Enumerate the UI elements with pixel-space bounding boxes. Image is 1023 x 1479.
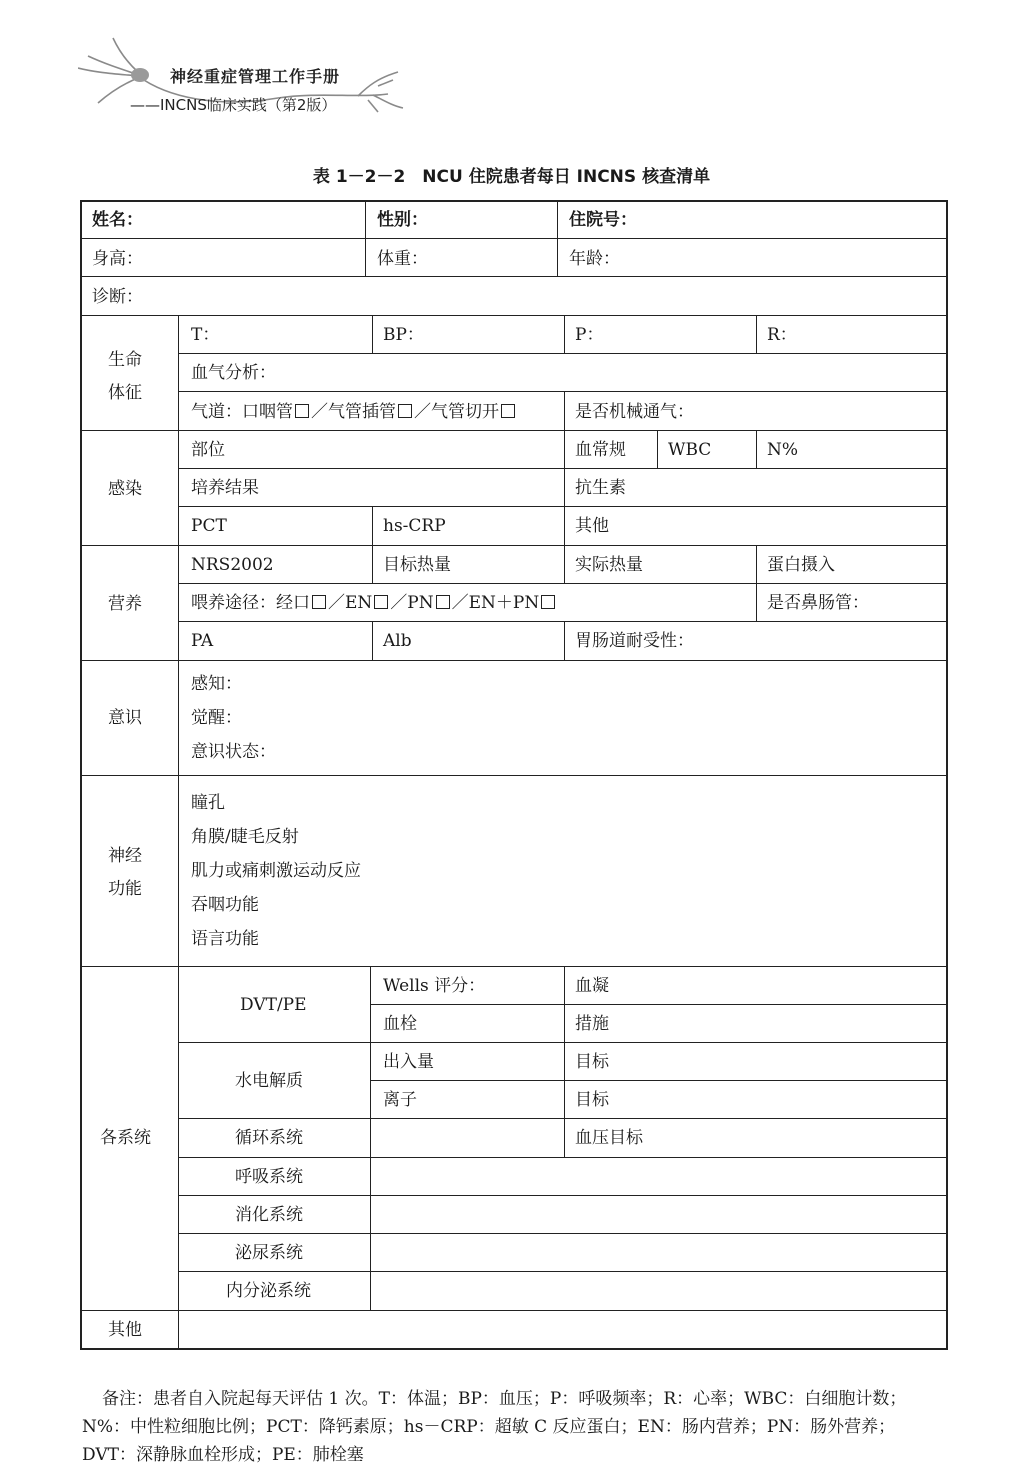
coagulation-label: 血凝: [575, 976, 609, 996]
ions-label: 离子: [383, 1090, 417, 1110]
other-label: 其他: [108, 1320, 142, 1340]
checkbox-pn[interactable]: [436, 595, 450, 609]
culture-label: 培养结果: [191, 478, 259, 498]
bp-label: BP：: [383, 325, 424, 345]
book-subtitle: ——INCNS临床实践（第2版）: [130, 96, 337, 114]
consciousness-state-label: 意识状态：: [191, 742, 276, 762]
airway-tr-label: ／气管切开: [414, 402, 499, 422]
target-kcal-label: 目标热量: [383, 555, 451, 575]
corneal-reflex-label: 角膜/睫毛反射: [191, 827, 299, 847]
protein-label: 蛋白摄入: [767, 555, 835, 575]
bp-target-label: 血压目标: [575, 1128, 643, 1148]
checkbox-en-pn[interactable]: [541, 595, 555, 609]
mech-vent-label: 是否机械通气：: [575, 402, 694, 422]
checklist-table: [80, 200, 948, 1350]
ng-tube-label: 是否鼻肠管：: [767, 593, 869, 613]
fluid-electrolyte-label: 水电解质: [235, 1071, 303, 1091]
dvt-pe-label: DVT/PE: [240, 995, 307, 1015]
route-oral-label: 喂养途径：经口: [191, 593, 310, 613]
target-label-2: 目标: [575, 1090, 609, 1110]
vital-signs-label: 生命 体征: [108, 350, 142, 403]
site-label: 部位: [191, 440, 225, 460]
swallow-label: 吞咽功能: [191, 895, 259, 915]
airway-oral-label: 气道：口咽管: [191, 402, 293, 422]
pa-label: PA: [191, 631, 214, 651]
wells-label: Wells 评分：: [383, 976, 486, 996]
language-label: 语言功能: [191, 929, 259, 949]
route-en-label: ／EN: [328, 593, 373, 613]
target-label-1: 目标: [575, 1052, 609, 1072]
perception-label: 感知：: [191, 674, 242, 694]
sex-label: 性别：: [377, 210, 428, 230]
route-pn-label: ／PN: [390, 593, 434, 613]
respiratory-label: 呼吸系统: [235, 1167, 303, 1187]
urinary-label: 泌尿系统: [235, 1243, 303, 1263]
weight-label: 体重：: [377, 249, 428, 269]
age-label: 年龄：: [569, 249, 620, 269]
arousal-label: 觉醒：: [191, 708, 242, 728]
alb-label: Alb: [383, 631, 412, 651]
temperature-label: T：: [191, 325, 220, 345]
gi-tolerance-label: 胃肠道耐受性：: [575, 631, 694, 651]
table-title: 表 1－2－2 NCU 住院患者每日 INCNS 核查清单: [312, 167, 711, 187]
checkbox-oral[interactable]: [312, 595, 326, 609]
infection-other-label: 其他: [575, 516, 609, 536]
nrs-label: NRS2002: [191, 555, 274, 575]
nutrition-label: 营养: [108, 594, 142, 614]
height-label: 身高：: [92, 249, 143, 269]
intake-output-label: 出入量: [383, 1052, 434, 1072]
antibiotic-label: 抗生素: [575, 478, 626, 498]
endocrine-label: 内分泌系统: [226, 1281, 311, 1301]
feeding-route-options: [191, 593, 557, 613]
blood-gas-label: 血气分析：: [191, 363, 276, 383]
airway-options: [191, 402, 517, 422]
route-enpn-label: ／EN＋PN: [451, 593, 540, 613]
hscrp-label: hs-CRP: [383, 516, 446, 536]
p-label: P：: [575, 325, 604, 345]
diagnosis-label: 诊断：: [92, 287, 143, 307]
neutrophil-label: N%: [767, 440, 799, 460]
book-title: 神经重症管理工作手册: [170, 67, 341, 86]
name-label: 姓名：: [92, 210, 143, 230]
airway-et-label: ／气管插管: [311, 402, 396, 422]
checkbox-oral-airway[interactable]: [295, 404, 309, 418]
infection-label: 感染: [108, 479, 142, 499]
admission-no-label: 住院号：: [569, 210, 637, 230]
blood-routine-label: 血常规: [575, 440, 626, 460]
footnote: 备注：患者自入院起每天评估 1 次。T：体温；BP：血压；P：呼吸频率；R：心率；WBC：白细胞计数；N%：中性粒细胞比例；PCT：降钙素原；hs－CRP：超敏 C 反应蛋白；EN：肠内营养；PN：肠外营养；DVT：深静脉血栓形成；PE：肺栓塞: [82, 1389, 907, 1465]
wbc-label: WBC: [668, 440, 712, 460]
checkbox-en[interactable]: [374, 595, 388, 609]
neuro-function-label: 神经 功能: [108, 846, 142, 899]
motor-response-label: 肌力或痛刺激运动反应: [191, 861, 361, 881]
consciousness-label: 意识: [108, 708, 142, 728]
thrombus-label: 血栓: [383, 1014, 417, 1034]
circulation-label: 循环系统: [235, 1128, 303, 1148]
pct-label: PCT: [191, 516, 227, 536]
measures-label: 措施: [575, 1014, 609, 1034]
r-label: R：: [767, 325, 797, 345]
systems-label: 各系统: [100, 1128, 151, 1148]
digestive-label: 消化系统: [235, 1205, 303, 1225]
pupil-label: 瞳孔: [191, 793, 225, 813]
actual-kcal-label: 实际热量: [575, 555, 643, 575]
checkbox-intubation[interactable]: [398, 404, 412, 418]
checkbox-tracheotomy[interactable]: [501, 404, 515, 418]
